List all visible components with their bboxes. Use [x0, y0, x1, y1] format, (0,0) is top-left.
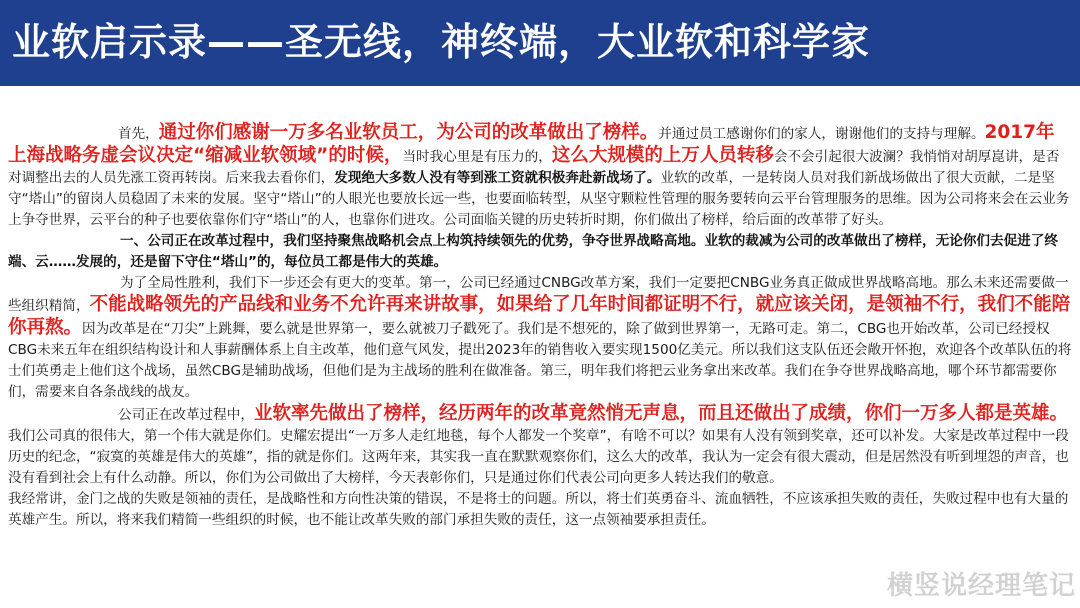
highlight-red: 业软率先做出了榜样，经历两年的改革竟然悄无声息，而且还做出了成绩，你们一万多人都是英雄。: [253, 403, 1068, 424]
paragraph-3: [8, 273, 1072, 403]
text-span: 因为改革是在“刀尖”上跳舞，要么就是世界第一，要么就被刀子戳死了。我们是不想死的，除了做到世界第一，无路可走。第二，CBG也开始改革，公司已经授权CBG未来五年在组织结构设计和人事薪酬体系上自主改革，他们意气风发，提出2023年的销售收入要实现1500亿美元。所以我们这支队伍还会敞开怀抱，欢迎各个改革队伍的将士们英勇走上他们这个战场，虽然CBG是辅助战场，但他们是为主战场的胜利在做准备。第三，明年我们将把云业务拿出来改革。我们在争夺世界战略高地，哪个环节都需要你们，需要来自各条战线的战友。: [8, 321, 1072, 400]
highlight-bold: 发现绝大多数人没有等到涨工资就积极奔赴新战场了。: [334, 170, 661, 186]
page-title: 业软启示录——圣无线，神终端，大业软和科学家: [12, 20, 871, 64]
text-span: 为了全局性胜利，我们下一步还会有更大的变革。第一，公司已经通过CNBG改革方案，我们一定要把CNBG业务真正做成世界战略高地。那么未来还需要做一些组织精简，: [8, 275, 1069, 314]
text-span: 我们公司真的很伟大，第一个伟大就是你们。史耀宏提出“一万多人走红地毯，每个人都发一个奖章”，有啥不可以？如果有人没有领到奖章，还可以补发。大家是改革过程中一段历史的纪念，“寂寞的英雄是伟大的英雄”，指的就是你们。这两年来，其实我一直在默默观察你们，这么大的改革，我认为一定会有很大震动，但是居然没有听到埋怨的声音，也没有看到社会上有什么动静。所以，你们为公司做出了大榜样，今天表彰你们，只是通过你们代表公司向更多人转达我们的敬意。: [8, 428, 1069, 486]
text-span: 并通过员工感谢你们的家人，谢谢他们的支持与理解。: [658, 126, 985, 142]
title-banner: [0, 0, 1080, 86]
highlight-red: 2017年上海战略务虚会议决定“缩减业软领域”的时候，: [8, 122, 1055, 166]
text-span: 首先，: [118, 126, 159, 142]
paragraph-4: [8, 403, 1072, 489]
paragraph-5: 我经常讲，金门之战的失败是领袖的责任，是战略性和方向性决策的错误，不是将士的问题。所以，将士们英勇奋斗、流血牺牲，不应该承担失败的责任，失败过程中也有大量的英雄产生。所以，将来我们精简一些组织的时候，也不能让改革失败的部门承担失败的责任，这一点领袖要承担责任。: [8, 491, 1069, 528]
text-span: 业软的改革，一是转岗人员对我们新战场做出了很大贡献，二是坚守“塔山”的留岗人员稳固了未来的发展。坚守“塔山”的人眼光也要放长远一些，也要面临转型，从坚守颗粒性管理的服务要转向云平台管理服务的思维。因为公司将来会在云业务上争夺世界，云平台的种子也要依靠你们守“塔山”的人，也靠你们进攻。公司面临关键的历史转折时期，你们做出了榜样，给后面的改革带了好头。: [8, 170, 1070, 228]
highlight-red: 这么大规模的上万人员转移: [551, 145, 774, 166]
text-span: 当时我心里是有压力的，: [402, 149, 552, 165]
highlight-red: 不能战略领先的产品线和业务不允许再来讲故事，如果给了几年时间都证明不行，就应该关闭，是领袖不行，我们不能陪你再熬。: [8, 294, 1071, 338]
paragraph-2: 一、公司正在改革过程中，我们坚持聚焦战略机会点上构筑持续领先的优势，争夺世界战略高地。业软的裁减为公司的改革做出了榜样，无论你们去促进了终端、云……发展的，还是留下守住“塔山”的，每位员工都是伟大的英雄。: [8, 233, 1058, 270]
highlight-red: 通过你们感谢一万多名业软员工，为公司的改革做出了榜样。: [158, 122, 659, 143]
text-span: 公司正在改革过程中，: [118, 407, 254, 423]
paragraph-1: [8, 122, 1072, 231]
text-span: 会不会引起很大波澜？我悄悄对胡厚崑讲，是否对调整出去的人员先涨工资再转岗。后来我去看你们，: [8, 149, 1060, 186]
watermark: 横竖说经理笔记: [886, 571, 1076, 601]
article-body: [8, 122, 1072, 531]
